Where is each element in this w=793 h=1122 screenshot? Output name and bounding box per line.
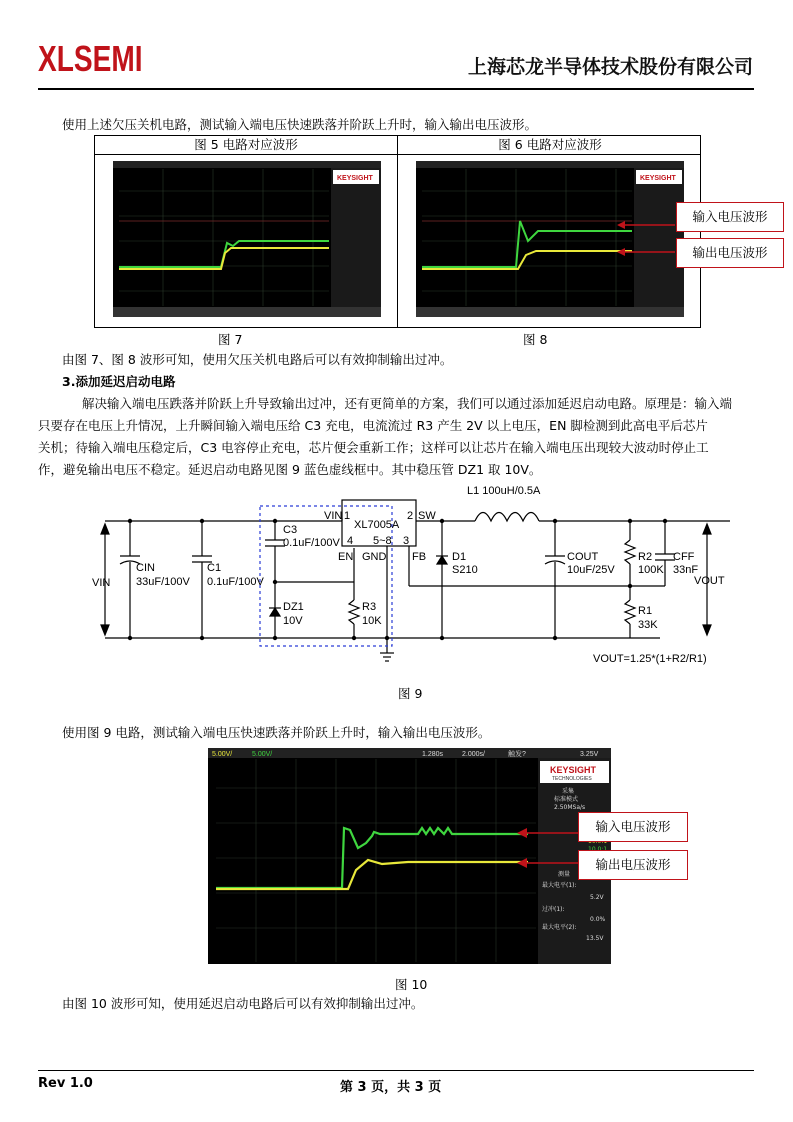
label-r3: R3 bbox=[362, 601, 377, 613]
scope-m1-label: 最大电平(1): bbox=[542, 882, 577, 889]
fig10-arrows bbox=[515, 822, 585, 872]
revision-label: Rev 1.0 bbox=[38, 1076, 93, 1091]
circuit-diagram bbox=[90, 478, 730, 673]
svg-text:KEYSIGHT: KEYSIGHT bbox=[337, 175, 373, 182]
label-pin4: 4 bbox=[347, 535, 354, 547]
label-cin-val: 33uF/100V bbox=[136, 576, 190, 588]
scope-screenshot-fig7 bbox=[113, 161, 381, 317]
label-r1-val: 33K bbox=[638, 619, 658, 631]
figure-table bbox=[94, 135, 701, 328]
callout-output-fig10: 输出电压波形 bbox=[578, 850, 688, 880]
label-vout: VOUT bbox=[694, 575, 725, 587]
label-d1-val: S210 bbox=[452, 564, 478, 576]
page-number: 第 3 页，共 3 页 bbox=[340, 1080, 442, 1095]
fig7-caption: 图 7 bbox=[218, 332, 243, 347]
label-pin2: 2 bbox=[407, 510, 414, 522]
label-cff: CFF bbox=[673, 551, 695, 563]
header-divider bbox=[38, 88, 754, 90]
scope-m1-val: 5.2V bbox=[590, 894, 604, 901]
table-header-rule bbox=[95, 154, 700, 155]
label-pin3: 3 bbox=[403, 535, 410, 547]
label-cout-val: 10uF/25V bbox=[567, 564, 615, 576]
label-dz1-val: 10V bbox=[283, 615, 303, 627]
scope-m3-val: 13.5V bbox=[586, 935, 604, 942]
label-pin-en: EN bbox=[338, 551, 354, 563]
paragraph-fig7-8: 由图 7、图 8 波形可知，使用欠压关机电路后可以有效抑制输出过冲。 bbox=[62, 352, 453, 367]
section-body-line-1: 解决输入端电压跌落并阶跃上升导致输出过冲，还有更简单的方案，我们可以通过添加延迟启动电路。原理是：输入端 bbox=[82, 396, 733, 411]
table-divider bbox=[397, 136, 398, 327]
fig9-caption: 图 9 bbox=[398, 686, 423, 701]
label-c1-val: 0.1uF/100V bbox=[207, 576, 264, 588]
paragraph-fig9-test: 使用图 9 电路，测试输入端电压快速跌落并阶跃上升时，输入输出电压波形。 bbox=[62, 725, 491, 740]
label-r3-val: 10K bbox=[362, 615, 382, 627]
scope-mode: 标准模式 bbox=[554, 796, 579, 803]
label-pin58: 5~8 bbox=[373, 535, 392, 547]
scope-brand: KEYSIGHT bbox=[550, 765, 597, 775]
label-c1: C1 bbox=[207, 562, 222, 574]
scope-trig-mode: 触发? bbox=[508, 751, 526, 758]
company-name: 上海芯龙半导体技术股份有限公司 bbox=[467, 56, 753, 78]
scope-m2-val: 0.0% bbox=[590, 916, 606, 923]
scope-rate: 2.50MSa/s bbox=[554, 804, 586, 811]
svg-text:KEYSIGHT: KEYSIGHT bbox=[640, 175, 676, 182]
scope-meas: 测量 bbox=[558, 871, 571, 878]
label-c3-val: 0.1uF/100V bbox=[283, 537, 340, 549]
scope-ch1: 5.00V/ bbox=[212, 751, 233, 758]
fig5-title: 图 5 电路对应波形 bbox=[194, 137, 298, 152]
label-l1: L1 100uH/0.5A bbox=[467, 485, 541, 497]
fig6-title: 图 6 电路对应波形 bbox=[498, 137, 602, 152]
label-pin-gnd: GND bbox=[362, 551, 387, 563]
scope-fig7-svg bbox=[113, 161, 381, 317]
label-d1: D1 bbox=[452, 551, 467, 563]
scope-brand-sub: TECHNOLOGIES bbox=[552, 776, 592, 782]
scope-scale: 2.000s/ bbox=[462, 751, 485, 758]
section-heading: 3.添加延迟启动电路 bbox=[62, 374, 176, 389]
label-pin-vin: VIN bbox=[324, 510, 343, 522]
fig10-caption: 图 10 bbox=[395, 977, 428, 992]
scope-acq: 采集 bbox=[562, 788, 575, 795]
fig8-caption: 图 8 bbox=[523, 332, 548, 347]
label-r2: R2 bbox=[638, 551, 653, 563]
section-body-line-2: 只要存在电压上升情况，上升瞬间输入端电压给 C3 充电，电流流过 R3 产生 2V 以上电压，EN 脚检测到此高电平后芯片 bbox=[38, 418, 708, 433]
section-body-line-3: 关机；待输入端电压稳定后，C3 电容停止充电，芯片便会重新工作；这样可以让芯片在输入端电压出现较大波动时停止工 bbox=[38, 440, 709, 455]
company-logo: XLSEMI bbox=[38, 38, 143, 79]
callout-input-fig10: 输入电压波形 bbox=[578, 812, 688, 842]
section-body-line-4: 作，避免输出电压不稳定。延迟启动电路见图 9 蓝色虚线框中。其中稳压管 DZ1 取 10V。 bbox=[38, 462, 542, 477]
scope-m3-label: 最大电平(2): bbox=[542, 924, 577, 931]
scope-trig-level: 3.25V bbox=[580, 751, 599, 758]
label-cout: COUT bbox=[567, 551, 599, 563]
intro-text: 使用上述欠压关机电路，测试输入端电压快速跌落并阶跃上升时，输入输出电压波形。 bbox=[62, 117, 538, 132]
label-pin-sw: SW bbox=[418, 510, 436, 522]
fig8-arrows bbox=[615, 210, 675, 260]
label-vin: VIN bbox=[92, 577, 111, 589]
label-cff-val: 33nF bbox=[673, 564, 699, 576]
label-ic: XL7005A bbox=[354, 519, 400, 531]
label-cin: CIN bbox=[136, 562, 155, 574]
label-dz1: DZ1 bbox=[283, 601, 304, 613]
label-r1: R1 bbox=[638, 605, 653, 617]
label-c3: C3 bbox=[283, 524, 298, 536]
label-pin-fb: FB bbox=[412, 551, 427, 563]
callout-output-fig8: 输出电压波形 bbox=[676, 238, 784, 268]
label-pin1: 1 bbox=[344, 510, 351, 522]
label-formula: VOUT=1.25*(1+R2/R1) bbox=[593, 653, 707, 665]
callout-input-fig8: 输入电压波形 bbox=[676, 202, 784, 232]
section-body bbox=[38, 393, 762, 481]
scope-timebase: 1.280s bbox=[422, 751, 444, 758]
scope-m2-label: 过冲(1): bbox=[542, 906, 565, 913]
footer-divider bbox=[38, 1070, 754, 1071]
label-r2-val: 100K bbox=[638, 564, 664, 576]
paragraph-fig10: 由图 10 波形可知，使用延迟启动电路后可以有效抑制输出过冲。 bbox=[62, 996, 424, 1011]
scope-ch2: 5.00V/ bbox=[252, 751, 273, 758]
